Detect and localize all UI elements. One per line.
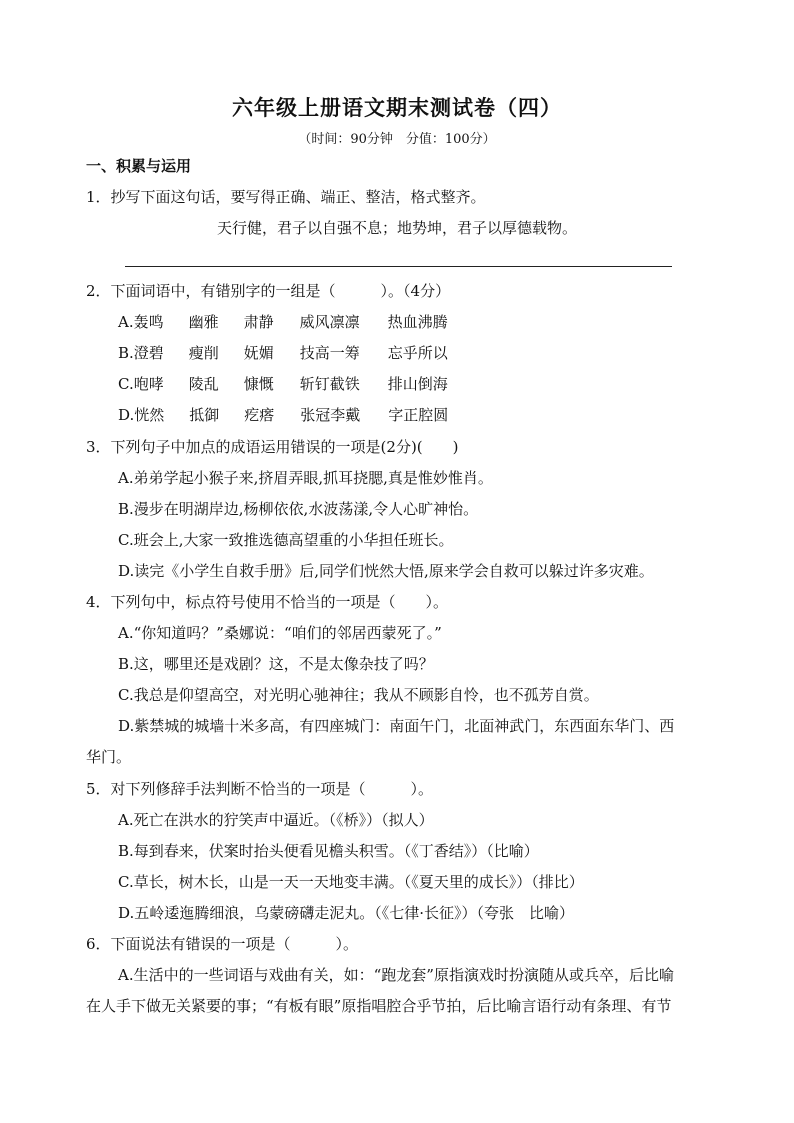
- option-word: 恍然: [134, 406, 165, 424]
- question-4-option-b: B.这，哪里还是戏剧？这，不是太像杂技了吗？: [118, 655, 434, 673]
- question-4-option-d: D.紫禁城的城墙十米多高，有四座城门：南面午门，北面神武门，东西面东华门、西: [118, 717, 675, 735]
- question-2-option-b: [118, 343, 448, 363]
- question-5-option-a: A.死亡在洪水的狞笑声中逼近。（《桥》）（拟人）: [118, 811, 434, 829]
- question-4-option-d-continued: 华门。: [86, 748, 132, 766]
- question-6-stem: 6．下面说法有错误的一项是（ ）。: [86, 935, 359, 953]
- option-letter: D.: [118, 406, 135, 424]
- option-word: 咆哮: [133, 375, 164, 393]
- question-4-option-c: C.我总是仰望高空，对光明心驰神往；我从不顾影自怜，也不孤芳自赏。: [118, 686, 599, 704]
- option-letter: A.: [118, 313, 134, 331]
- question-3-option-d: D.读完《小学生自救手册》后,同学们恍然大悟,原来学会自救可以躲过许多灾难。: [118, 562, 654, 580]
- question-2-option-d: [118, 405, 448, 425]
- option-word: 字正腔圆: [388, 406, 449, 424]
- option-word: 澄碧: [133, 344, 164, 362]
- option-letter: C.: [118, 375, 134, 393]
- option-word: 抵御: [189, 406, 220, 424]
- question-5-option-b: B.每到春来，伏案时抬头便看见檐头积雪。（《丁香结》）（比喻）: [118, 842, 539, 860]
- question-1-sentence: 天行健，君子以自强不息；地势坤，君子以厚德载物。: [216, 219, 577, 237]
- option-word: 妩媚: [243, 344, 274, 362]
- answer-line[interactable]: [125, 266, 672, 267]
- option-word: 斩钉截铁: [299, 375, 360, 393]
- question-3-option-b: B.漫步在明湖岸边,杨柳依依,水波荡漾,令人心旷神怡。: [118, 500, 479, 518]
- question-2-option-a: [118, 312, 448, 332]
- question-3-stem: 3．下列句子中加点的成语运用错误的一项是(2分)( ): [86, 438, 459, 456]
- option-word: 技高一筹: [299, 344, 360, 362]
- option-word: 慷慨: [243, 375, 274, 393]
- question-1-stem: 1．抄写下面这句话，要写得正确、端正、整洁，格式整齐。: [86, 188, 486, 206]
- option-word: 轰鸣: [133, 313, 164, 331]
- section-title: 一、积累与运用: [86, 157, 192, 175]
- question-2-option-c: [118, 374, 448, 394]
- question-4-option-a: A.“你知道吗？”桑娜说：“咱们的邻居西蒙死了。”: [118, 624, 442, 642]
- question-6-option-a: A.生活中的一些词语与戏曲有关，如：“跑龙套”原指演戏时扮演随从或兵卒，后比喻: [118, 966, 674, 984]
- question-4-stem: 4．下列句中，标点符号使用不恰当的一项是（ ）。: [86, 593, 449, 611]
- question-5-option-c: C.草长，树木长，山是一天一天地变丰满。（《夏天里的成长》）（排比）: [118, 873, 584, 891]
- option-word: 忘乎所以: [387, 344, 448, 362]
- option-letter: B.: [118, 344, 134, 362]
- exam-title: 六年级上册语文期末测试卷（四）: [232, 95, 562, 120]
- question-2-stem: 2．下面词语中，有错别字的一组是（ ）。（4分）: [86, 282, 451, 300]
- option-word: 排山倒海: [387, 375, 448, 393]
- exam-subtitle: （时间：90分钟 分值：100分）: [298, 132, 496, 147]
- option-word: 陵乱: [188, 375, 219, 393]
- option-word: 张冠李戴: [300, 406, 361, 424]
- question-6-option-a-continued: 在人手下做无关紧要的事；“有板有眼”原指唱腔合乎节拍，后比喻言语行动有条理、有节: [86, 997, 672, 1015]
- option-word: 疙瘩: [244, 406, 275, 424]
- question-5-stem: 5．对下列修辞手法判断不恰当的一项是（ ）。: [86, 780, 434, 798]
- option-word: 幽雅: [188, 313, 219, 331]
- question-5-option-d: D.五岭逶迤腾细浪，乌蒙磅礴走泥丸。（《七律·长征》）（夸张 比喻）: [118, 904, 575, 922]
- question-3-option-c: C.班会上,大家一致推选德高望重的小华担任班长。: [118, 531, 454, 549]
- option-word: 肃静: [243, 313, 274, 331]
- option-word: 瘦削: [188, 344, 219, 362]
- option-word: 威风凛凛: [299, 313, 360, 331]
- option-word: 热血沸腾: [387, 313, 448, 331]
- question-3-option-a: A.弟弟学起小猴子来,挤眉弄眼,抓耳挠腮,真是惟妙惟肖。: [118, 469, 493, 487]
